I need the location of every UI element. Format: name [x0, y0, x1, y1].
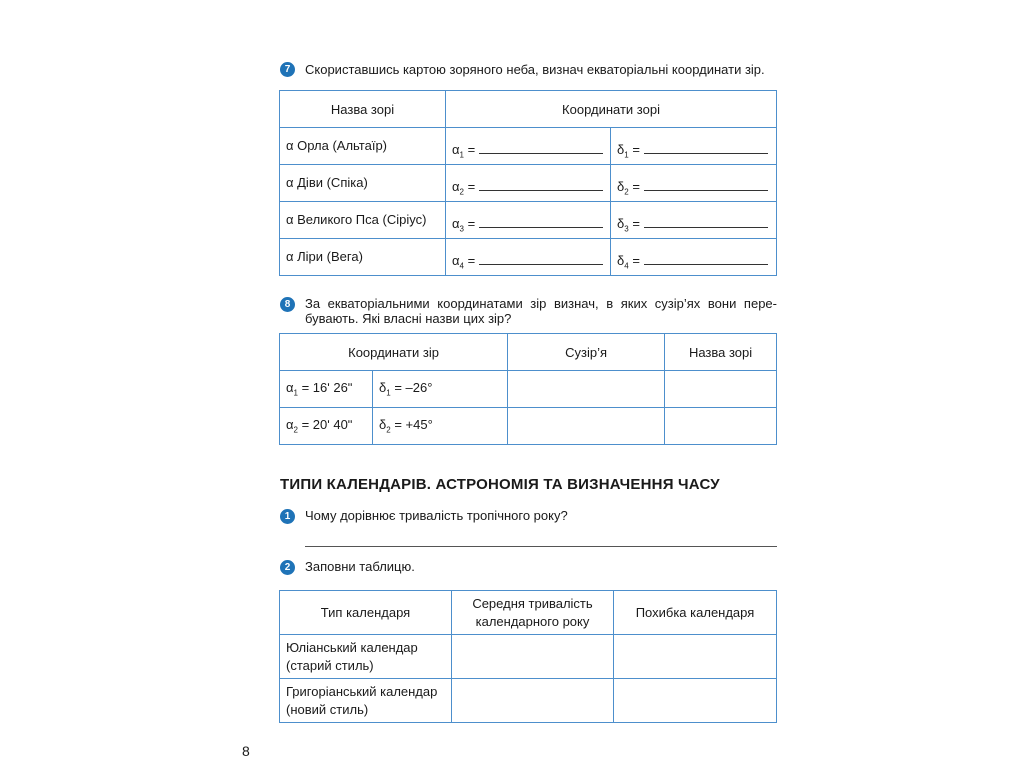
alpha-index: 4 [459, 262, 464, 271]
header-calendar-error: Похибка календаря [614, 591, 777, 635]
alpha-symbol: α [286, 417, 294, 433]
equals-sign: = [467, 253, 476, 269]
header-star-name: Назва зорі [665, 334, 777, 371]
table-row [280, 635, 777, 679]
calendar-style: (новий стиль) [286, 701, 369, 717]
table-row [280, 239, 777, 276]
table-row [280, 408, 777, 445]
delta-number: = +45° [390, 417, 433, 433]
table-header-row [280, 334, 777, 371]
calendar-type [280, 679, 452, 723]
star-name: α Орла (Альтаїр) [280, 128, 446, 165]
constellation-table [279, 333, 777, 445]
header-coordinates: Координати зір [280, 334, 508, 371]
star-name: α Великого Пса (Сіріус) [280, 202, 446, 239]
header-constellation: Сузір’я [508, 334, 665, 371]
delta-answer-line[interactable] [644, 143, 768, 154]
alpha-value [280, 371, 373, 408]
equals-sign: = [467, 216, 476, 232]
delta-index: 2 [624, 188, 629, 197]
table-row [280, 128, 777, 165]
star-coordinates-table [279, 90, 777, 276]
table-row [280, 202, 777, 239]
alpha-symbol: α [452, 253, 460, 269]
header-line-1: Середня тривалість [472, 595, 593, 611]
delta-cell [611, 128, 777, 165]
constellation-answer-cell[interactable] [508, 408, 665, 445]
header-star-name: Назва зорі [280, 91, 446, 128]
delta-cell [611, 202, 777, 239]
year-length-answer-cell[interactable] [452, 679, 614, 723]
alpha-symbol: α [452, 142, 460, 158]
equals-sign: = [632, 179, 640, 195]
alpha-number: = 20ʹ 40ʺ [297, 417, 353, 433]
alpha-index: 2 [293, 425, 298, 435]
equals-sign: = [632, 216, 640, 232]
delta-symbol: δ [617, 216, 625, 232]
delta-symbol: δ [617, 253, 625, 269]
alpha-index: 1 [459, 151, 464, 160]
delta-symbol: δ [379, 380, 387, 396]
equals-sign: = [632, 142, 640, 158]
star-name: α Діви (Спіка) [280, 165, 446, 202]
star-name-answer-cell[interactable] [665, 408, 777, 445]
error-answer-cell[interactable] [614, 679, 777, 723]
calendar-name: Григоріанський календар [286, 683, 438, 699]
question-8-text-line-1: За екваторіальними координатами зір визнач, в яких сузір’ях вони пере- [305, 296, 777, 311]
alpha-cell [446, 165, 611, 202]
alpha-symbol: α [452, 179, 460, 195]
section-question-1-number: 1 [280, 509, 295, 524]
star-name-answer-cell[interactable] [665, 371, 777, 408]
alpha-answer-line[interactable] [479, 254, 603, 265]
delta-answer-line[interactable] [644, 254, 768, 265]
question-8-number: 8 [280, 297, 295, 312]
star-name: α Ліри (Вега) [280, 239, 446, 276]
table-row [280, 679, 777, 723]
delta-value [373, 408, 508, 445]
page-number: 8 [242, 743, 250, 759]
section-question-2-text: Заповни таблицю. [305, 559, 415, 574]
calendar-table [279, 590, 777, 723]
delta-answer-line[interactable] [644, 180, 768, 191]
calendar-name: Юліанський календар [286, 639, 418, 655]
alpha-cell [446, 202, 611, 239]
alpha-answer-line[interactable] [479, 143, 603, 154]
alpha-number: = 16ʹ 26ʺ [297, 380, 353, 396]
alpha-symbol: α [286, 380, 294, 396]
alpha-value [280, 408, 373, 445]
question-8-text-line-2: бувають. Які власні назви цих зір? [305, 311, 512, 326]
constellation-answer-cell[interactable] [508, 371, 665, 408]
answer-line[interactable] [305, 546, 777, 547]
delta-index: 4 [624, 262, 629, 271]
table-row [280, 371, 777, 408]
header-calendar-type: Тип календаря [280, 591, 452, 635]
table-row [280, 165, 777, 202]
delta-symbol: δ [379, 417, 387, 433]
section-question-2-number: 2 [280, 560, 295, 575]
equals-sign: = [467, 142, 476, 158]
delta-cell [611, 165, 777, 202]
question-7-number: 7 [280, 62, 295, 77]
table-header-row [280, 591, 777, 635]
delta-index: 2 [386, 425, 391, 435]
header-average-year-length [452, 591, 614, 635]
equals-sign: = [632, 253, 640, 269]
section-question-1-text: Чому дорівнює тривалість тропічного року? [305, 508, 568, 523]
delta-index: 1 [624, 151, 629, 160]
alpha-cell [446, 239, 611, 276]
delta-symbol: δ [617, 179, 625, 195]
delta-symbol: δ [617, 142, 625, 158]
error-answer-cell[interactable] [614, 635, 777, 679]
delta-number: = –26° [390, 380, 433, 396]
equals-sign: = [467, 179, 476, 195]
delta-answer-line[interactable] [644, 217, 768, 228]
delta-cell [611, 239, 777, 276]
alpha-index: 3 [459, 225, 464, 234]
delta-index: 3 [624, 225, 629, 234]
calendar-type [280, 635, 452, 679]
calendar-style: (старий стиль) [286, 657, 374, 673]
alpha-answer-line[interactable] [479, 180, 603, 191]
table-header-row [280, 91, 777, 128]
alpha-index: 2 [459, 188, 464, 197]
delta-index: 1 [386, 388, 391, 398]
header-line-2: календарного року [475, 613, 590, 629]
question-7-text: Скориставшись картою зоряного неба, визнач екваторіальні координати зір. [305, 62, 765, 77]
alpha-cell [446, 128, 611, 165]
alpha-symbol: α [452, 216, 460, 232]
alpha-index: 1 [293, 388, 298, 398]
header-star-coordinates: Координати зорі [446, 91, 777, 128]
delta-value [373, 371, 508, 408]
alpha-answer-line[interactable] [479, 217, 603, 228]
section-heading: ТИПИ КАЛЕНДАРІВ. АСТРОНОМІЯ ТА ВИЗНАЧЕННЯ ЧАСУ [280, 476, 720, 493]
year-length-answer-cell[interactable] [452, 635, 614, 679]
